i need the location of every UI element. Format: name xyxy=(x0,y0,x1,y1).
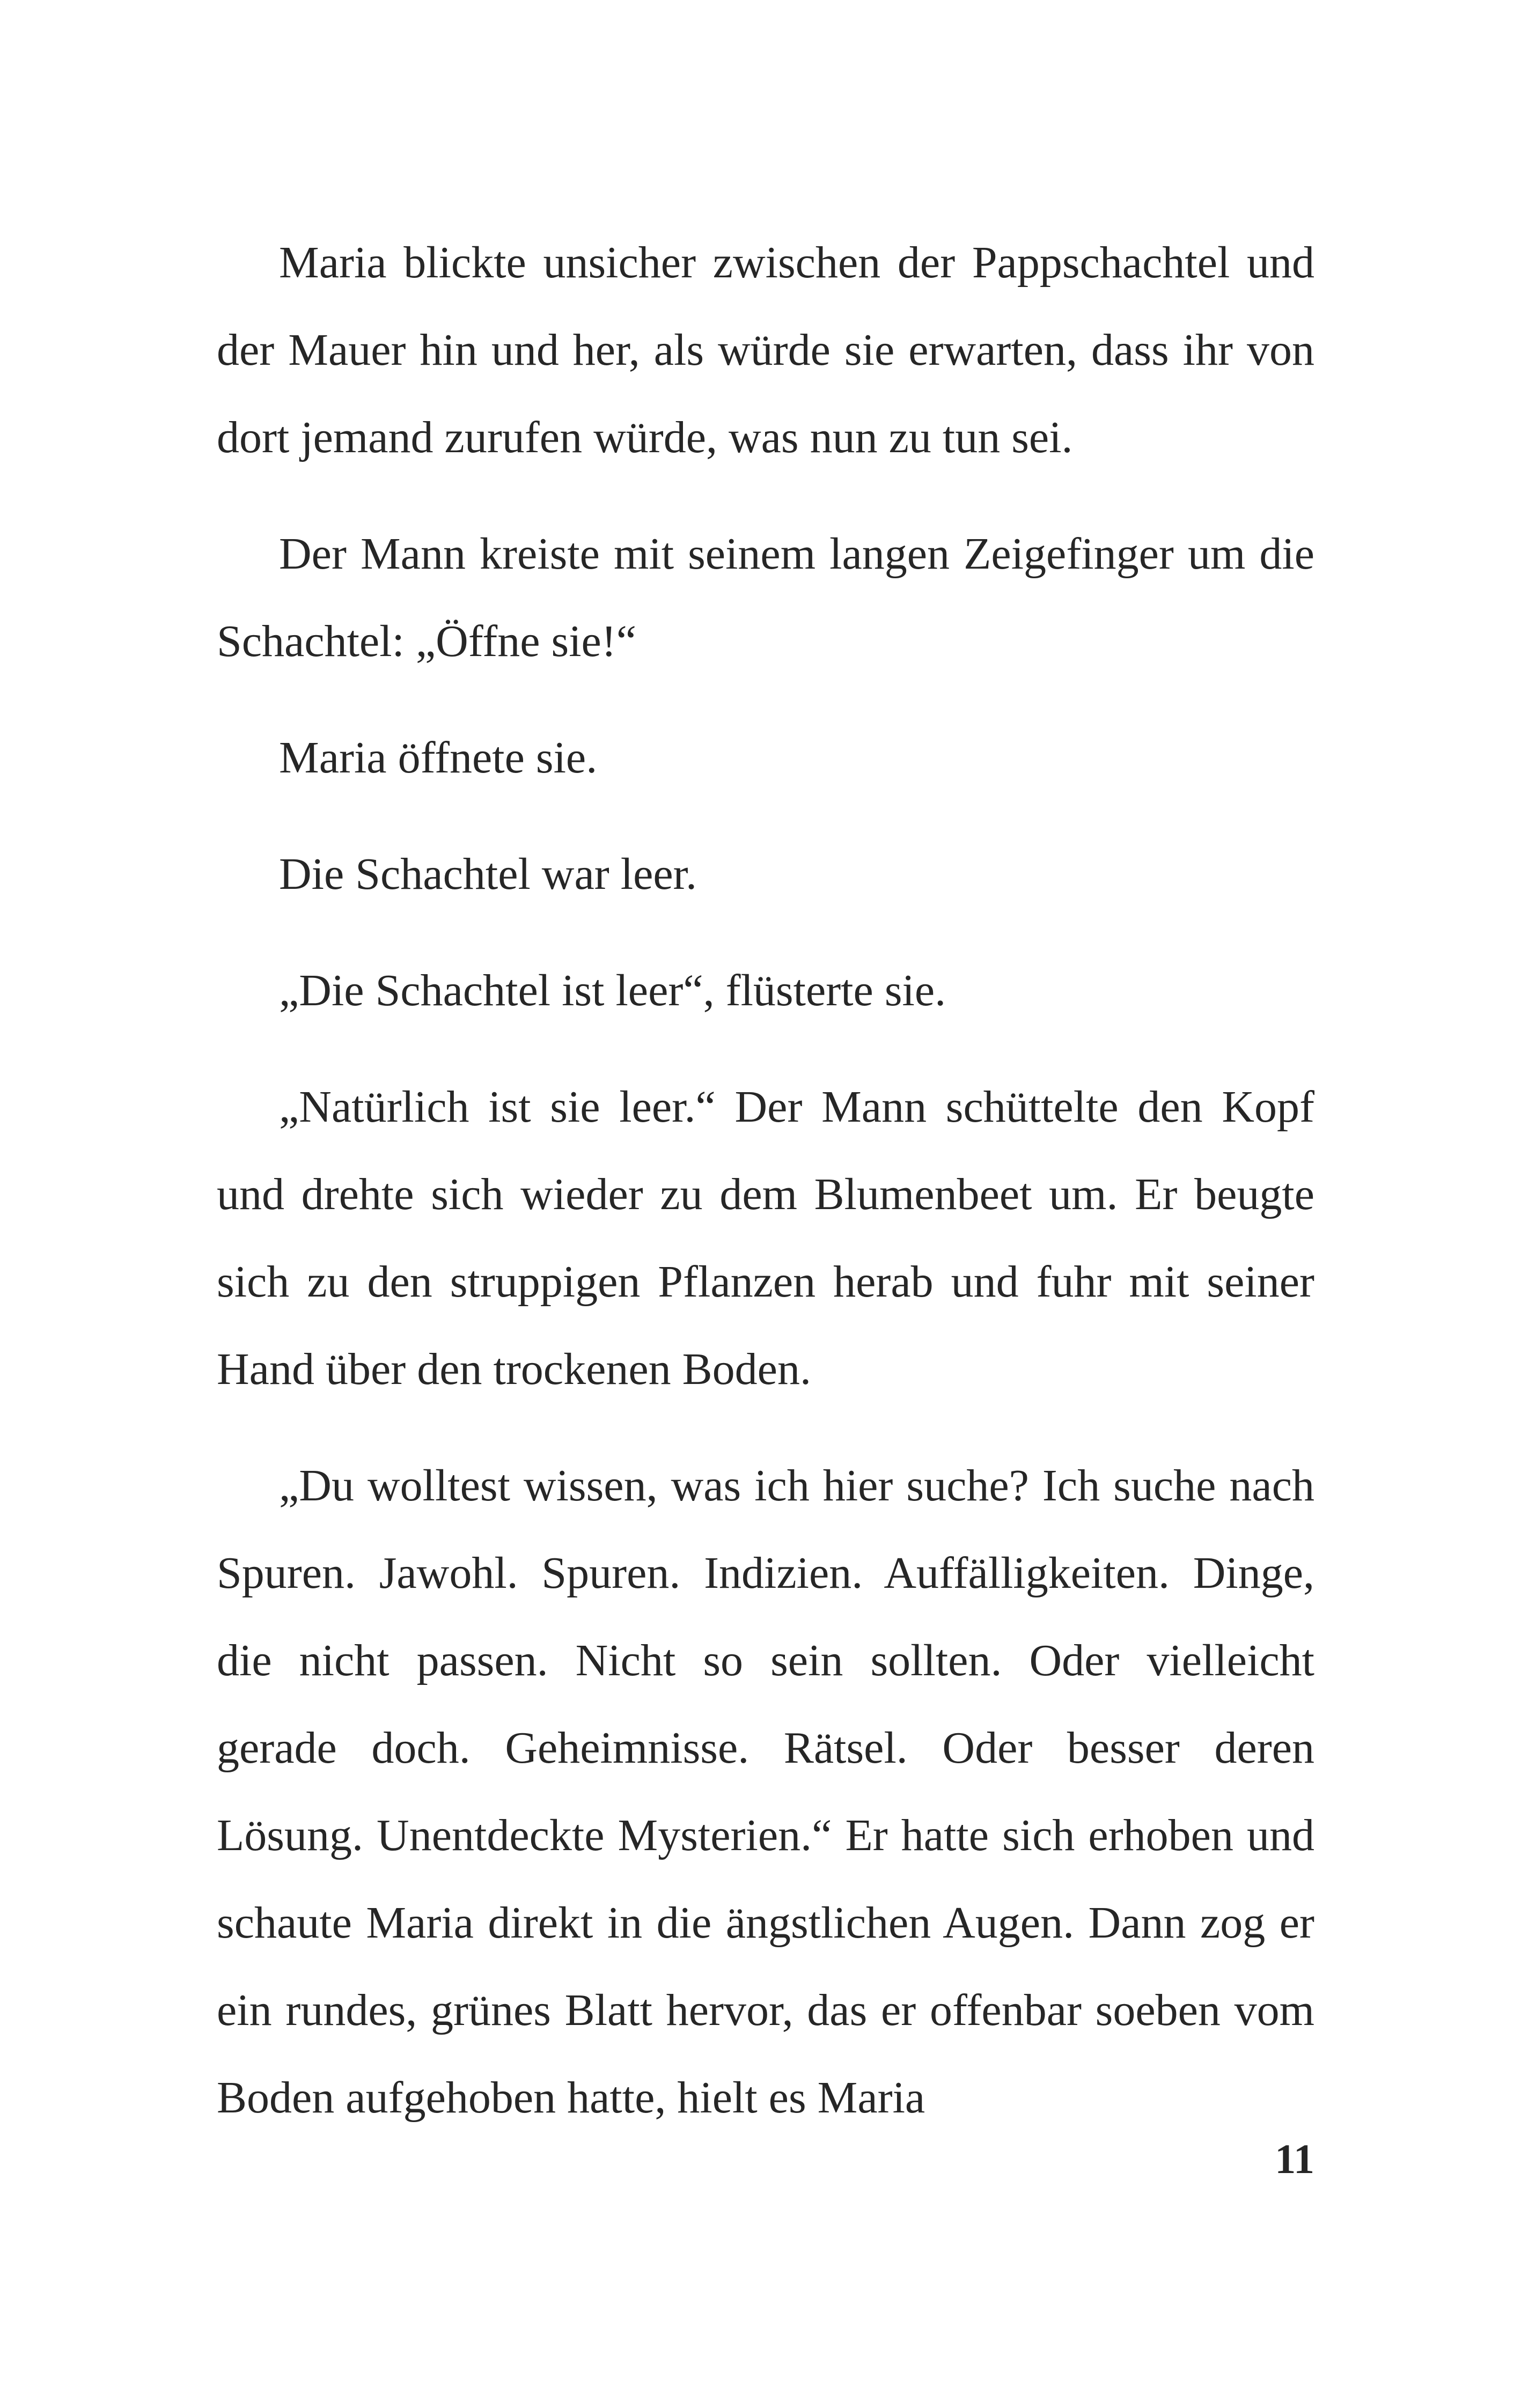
paragraph: Maria öffnete sie. xyxy=(279,733,598,783)
paragraph: „Du wolltest wissen, was ich hier suche? Ich suche nach Spuren. Jawohl. Spuren. Indizien. Auffälligkeiten. Dinge, die nicht passen. Nicht so sein sollten. Oder vielleicht gerade doch. Geheimnisse. Rätsel. Oder besser deren Lösung. Unentdeckte Mysterien.“ Er hatte sich erhoben und schaute Maria direkt in die ängstlichen Augen. Dann zog er ein rundes, grünes Blatt hervor, das er offenbar soeben vom Boden aufgehoben hatte, hielt es Maria xyxy=(217,1461,1314,2123)
body-text xyxy=(217,219,1314,2141)
paragraph: „Die Schachtel ist leer“, flüsterte sie. xyxy=(279,966,946,1015)
paragraph: Maria blickte unsicher zwischen der Pappschachtel und der Mauer hin und her, als würde sie erwarten, dass ihr von dort jemand zurufen würde, was nun zu tun sei. xyxy=(217,238,1314,462)
paragraph: Der Mann kreiste mit seinem langen Zeigefinger um die Schachtel: „Öffne sie!“ xyxy=(217,529,1314,666)
page-number: 11 xyxy=(1275,2135,1314,2182)
paragraph: „Natürlich ist sie leer.“ Der Mann schüttelte den Kopf und drehte sich wieder zu dem Blumenbeet um. Er beugte sich zu den struppigen Pflanzen herab und fuhr mit seiner Hand über den trockenen Boden. xyxy=(217,1082,1314,1394)
paragraph: Die Schachtel war leer. xyxy=(279,849,697,899)
